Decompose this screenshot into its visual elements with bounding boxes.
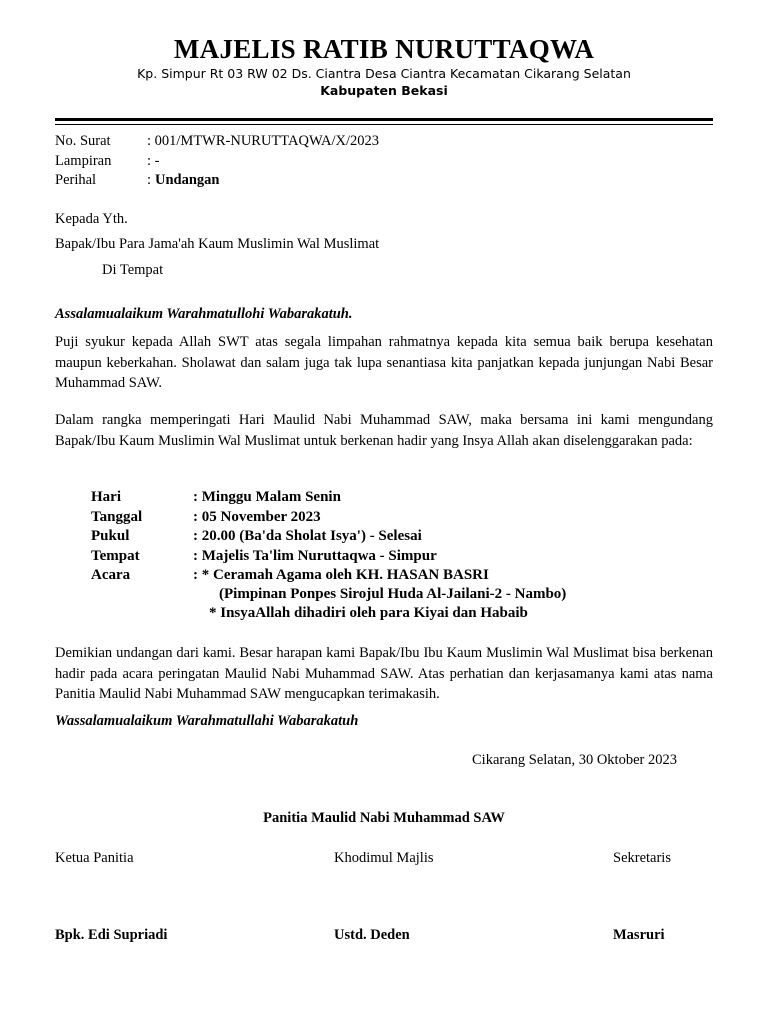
paragraph-intro: Puji syukur kepada Allah SWT atas segala limpahan rahmatnya kepada kita semua baik berupa kesehatan maupun keberkahan. Sholawat dan salam juga tak lupa senantiasa kita panjatkan kepada junjungan Nabi Besar Muhammad SAW. (55, 334, 713, 391)
letterhead-title: MAJELIS RATIB NURUTTAQWA (173, 34, 595, 64)
paragraph-invitation: Dalam rangka memperingati Hari Maulid Nabi Muhammad SAW, maka bersama ini kami mengundang Bapak/Ibu Kaum Muslimin Wal Muslimat untuk berkenan hadir yang Insya Allah akan diselenggarakan pada: (55, 412, 713, 449)
event-venue-label: Tempat (91, 548, 140, 564)
event-time-value: : 20.00 (Ba'da Sholat Isya') - Selesai (193, 528, 422, 544)
attachment-value: : - (147, 153, 160, 169)
attachment-label: Lampiran (55, 153, 112, 169)
event-venue-value: : Majelis Ta'lim Nuruttaqwa - Simpur (193, 548, 437, 564)
signatory-role-majlis: Khodimul Majlis (334, 850, 434, 866)
letter-number-value: : 001/MTWR-NURUTTAQWA/X/2023 (147, 133, 380, 149)
recipient-name: Bapak/Ibu Para Jama'ah Kaum Muslimin Wal Muslimat (55, 236, 380, 252)
event-date-value: : 05 November 2023 (193, 509, 321, 525)
recipient-place: Di Tempat (102, 262, 164, 278)
subject-value: Undangan (155, 172, 220, 188)
committee-title: Panitia Maulid Nabi Muhammad SAW (263, 810, 505, 826)
letterhead-divider-thick (55, 118, 713, 121)
event-program-value: : * Ceramah Agama oleh KH. HASAN BASRI (193, 567, 489, 583)
closing-salutation: Wassalamualaikum Warahmatullahi Wabarakatuh (55, 713, 359, 729)
place-date: Cikarang Selatan, 30 Oktober 2023 (472, 752, 677, 768)
recipient-greeting: Kepada Yth. (55, 211, 128, 227)
opening-salutation: Assalamualaikum Warahmatullohi Wabarakatuh. (55, 306, 353, 322)
subject-colon: : (147, 172, 152, 188)
signatory-name-majlis: Ustd. Deden (334, 927, 410, 943)
letterhead-regency: Kabupaten Bekasi (320, 83, 448, 98)
signatory-name-chair: Bpk. Edi Supriadi (55, 927, 168, 943)
letterhead-address: Kp. Simpur Rt 03 RW 02 Ds. Ciantra Desa Ciantra Kecamatan Cikarang Selatan (137, 66, 631, 81)
signatory-role-chair: Ketua Panitia (55, 850, 134, 866)
event-date-label: Tanggal (91, 509, 143, 525)
paragraph-closing: Demikian undangan dari kami. Besar harapan kami Bapak/Ibu Ibu Kaum Muslimin Wal Muslimat bisa berkenan hadir pada acara peringatan Maulid Nabi Muhammad SAW. Atas perhatian dan kerjasamanya kami atas nama Panitia Maulid Nabi Muhammad SAW mengucapkan terimakasih. (55, 645, 713, 702)
letterhead-divider-thin (55, 124, 713, 125)
event-program-label: Acara (91, 567, 131, 583)
event-time-label: Pukul (91, 528, 130, 544)
event-day-value: : Minggu Malam Senin (193, 489, 341, 505)
signatory-name-secretary: Masruri (613, 927, 665, 943)
event-program-note: * InsyaAllah dihadiri oleh para Kiyai dan Habaib (209, 605, 528, 621)
letter-number-label: No. Surat (55, 133, 111, 149)
event-program-detail: (Pimpinan Ponpes Sirojul Huda Al-Jailani-2 - Nambo) (219, 586, 567, 602)
subject-label: Perihal (55, 172, 97, 188)
event-day-label: Hari (91, 489, 121, 505)
signatory-role-secretary: Sekretaris (613, 850, 671, 866)
